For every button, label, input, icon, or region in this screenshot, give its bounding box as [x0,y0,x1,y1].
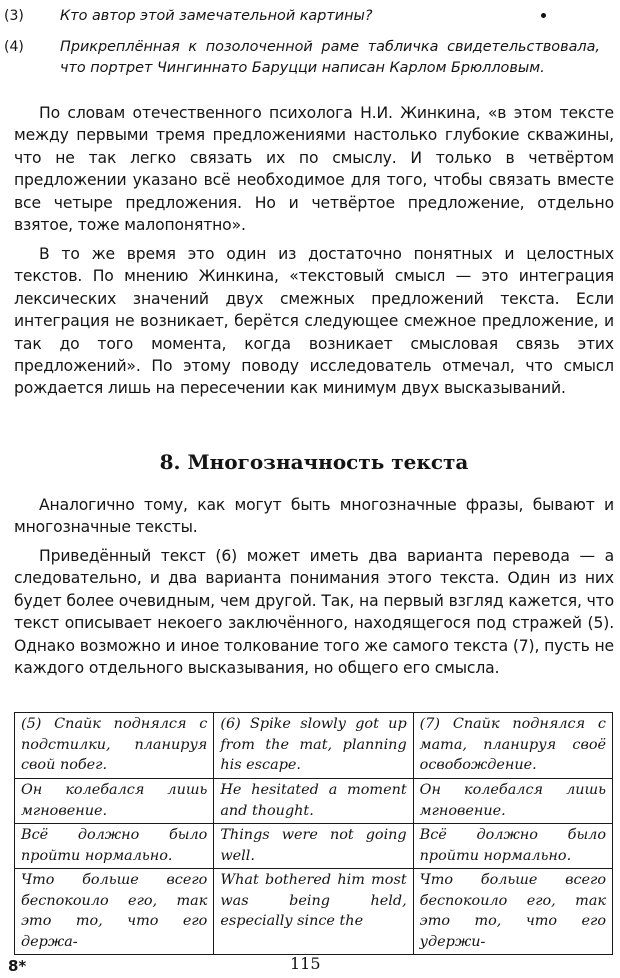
section-heading: 8. Многозначность текста [159,450,469,474]
table-row [15,824,613,869]
table-cell: (7) Спайк поднялся с мата, планируя своё освобождение. [413,713,612,779]
ink-dot-mark [541,13,546,18]
table-row [15,713,613,779]
table-cell: Things were not going well. [214,824,413,869]
table-cell: Что больше всего беспокоило его, так это то, что его удержи- [413,869,612,955]
item-text: Прикреплённая к позолоченной раме табличка свидетельствовала, что портрет Чингиннато Баруцци написан Карлом Брюлловым. [60,39,600,76]
paragraph-zhinkin-quote: По словам отечественного психолога Н.И. Жинкина, «в этом тексте между первыми тремя предложениями настолько глубокие скважины, что не так легко связать их по смыслу. И только в четвёртом предложении указано всё необходимое для того, чтобы связать вместе все четыре предложения. Но и четвёртое предложение, отдельно взятое, тоже малопонятно». [14,104,614,235]
item-text: Кто автор этой замечательной картины? [60,8,373,24]
signature-mark: 8* [8,957,27,975]
table-row [15,779,613,824]
table-row [15,869,613,955]
table-cell: Он колебался лишь мгновение. [413,779,612,824]
table-cell: Что больше всего беспокоило его, так это то, что его держа- [15,869,214,955]
page-number: 115 [290,954,321,973]
table-cell: (6) Spike slowly got up from the mat, planning his escape. [214,713,413,779]
paragraph-ambiguous-texts: Аналогично тому, как могут быть многозначные фразы, бывают и многозначные тексты. [14,496,614,537]
numbered-item-4 [4,37,600,103]
table-cell: Всё должно было пройти нормально. [15,824,214,869]
paragraph-translation-variants: Приведённый текст (6) может иметь два варианта перевода — а следовательно, и два варианта понимания этого текста. Один из них будет более очевидным, чем другой. Так, на первый взгляд кажется, что текст описывает некоего заключённого, находящегося под стражей (5). Однако возможно и иное толкование того же самого текста (7), пусть не каждого отдельного высказывания, но общего его смысла. [14,547,614,678]
table-cell: Он колебался лишь мгновение. [15,779,214,824]
translation-comparison-table [14,712,613,955]
table-cell: What bothered him most was being held, especially since the [214,869,413,955]
item-number: (3) [4,8,24,24]
table-cell: Всё должно было пройти нормально. [413,824,612,869]
table-cell: He hesitated a moment and thought. [214,779,413,824]
table-cell: (5) Спайк поднялся с подстилки, планируя свой побег. [15,713,214,779]
paragraph-text-meaning: В то же время это один из достаточно понятных и целостных текстов. По мнению Жинкина, «текстовый смысл — это интеграция лексических значений двух смежных предложений текста. Если интеграция не возникает, берётся следующее смежное предложение, и так до того момента, когда возникает смысловая связь этих предложений». По этому поводу исследователь отмечал, что смысл рождается лишь на пересечении как минимум двух высказываний. [14,245,614,398]
item-number: (4) [4,39,24,55]
